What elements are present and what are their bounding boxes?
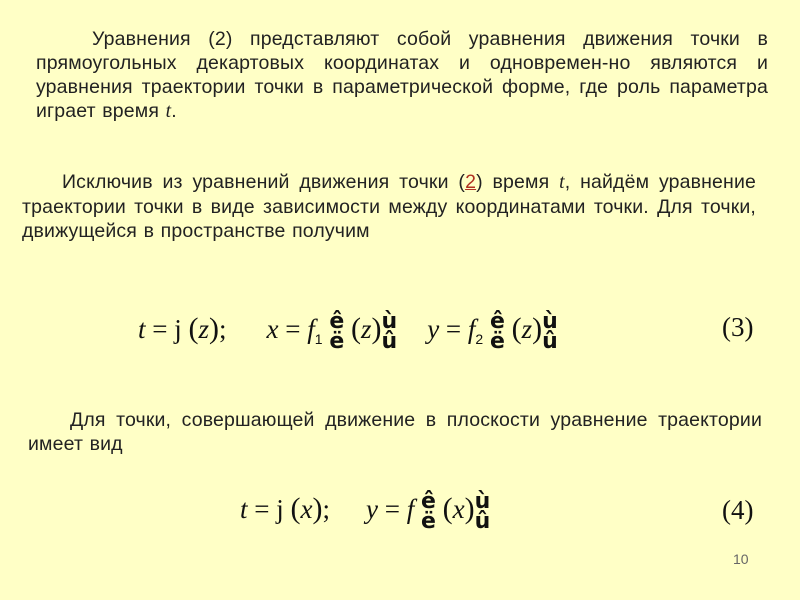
formula4-lp2: ( bbox=[442, 492, 453, 526]
var-t: t bbox=[559, 172, 565, 193]
formula3-f1: f bbox=[307, 314, 315, 345]
para2-text-mid: ) время bbox=[476, 171, 560, 193]
formula3-sub1: 1 bbox=[314, 331, 323, 348]
para1-text: Уравнения (2) представляют собой уравнения движения точки в прямоугольных декартовых координатах и одновремен-но являются и уравнения траектории точки в параметрической форме, где роль параметра играет время bbox=[36, 28, 768, 122]
formula3-semi: ; bbox=[219, 314, 227, 345]
formula3-eq1: = bbox=[145, 314, 175, 345]
formula4-rp2: ) bbox=[464, 492, 475, 526]
formula-4 bbox=[240, 489, 491, 534]
var-t: t bbox=[165, 101, 172, 122]
formula3-rp2: ) bbox=[371, 312, 382, 346]
para2-text-start: Исключив из уравнений движения точки ( bbox=[62, 171, 466, 193]
paragraph-plane-motion bbox=[28, 408, 762, 456]
formula3-bracket-close-2: ù û bbox=[542, 309, 558, 354]
formula3-x: x bbox=[266, 314, 279, 345]
formula3-eq3: = bbox=[439, 314, 468, 345]
formula3-bracket-close-1: ù û bbox=[381, 309, 398, 354]
formula4-x1: x bbox=[300, 494, 313, 525]
paragraph-eliminate-time bbox=[22, 170, 756, 243]
formula4-y: y bbox=[366, 494, 378, 525]
paragraph-trajectory-parametric bbox=[36, 27, 768, 124]
formula3-rp1: ) bbox=[209, 312, 220, 346]
page-number: 10 bbox=[733, 551, 749, 567]
formula4-semi: ; bbox=[322, 494, 331, 525]
formula3-t: t bbox=[138, 314, 146, 345]
formula3-lp1: ( bbox=[188, 312, 199, 346]
formula4-lp1: ( bbox=[290, 492, 301, 526]
formula3-f2: f bbox=[467, 314, 476, 345]
formula4-rp1: ) bbox=[312, 492, 323, 526]
formula4-f: f bbox=[406, 494, 415, 525]
equation-number-3: (3) bbox=[722, 312, 754, 342]
formula-3 bbox=[138, 309, 558, 354]
formula3-rp3: ) bbox=[532, 312, 543, 346]
formula3-bracket-open-1: ê ë bbox=[329, 309, 345, 354]
formula4-x2: x bbox=[452, 494, 465, 525]
formula3-bracket-open-2: ê ë bbox=[489, 309, 505, 354]
formula3-y: y bbox=[427, 314, 440, 345]
formula3-eq2: = bbox=[278, 314, 308, 345]
para2-text-end: , найдём уравнение траектории точки в виде зависимости между координатами точки. Для точки, движущейся в пространстве получим bbox=[22, 171, 756, 242]
formula4-bracket-close: ù û bbox=[474, 489, 491, 534]
equation-number-4: (4) bbox=[722, 495, 754, 525]
para1-end: . bbox=[171, 100, 177, 122]
formula3-z1: z bbox=[198, 314, 210, 345]
formula4-eq2: = bbox=[378, 494, 407, 525]
formula3-phi: j bbox=[174, 314, 182, 345]
formula3-sub2: 2 bbox=[475, 331, 484, 348]
para3-text: Для точки, совершающей движение в плоскости уравнение траектории имеет вид bbox=[28, 409, 762, 455]
formula4-bracket-open: ê ë bbox=[421, 489, 436, 534]
formula4-t: t bbox=[240, 494, 248, 525]
formula3-lp3: ( bbox=[511, 312, 522, 346]
formula3-z3: z bbox=[521, 314, 533, 345]
formula3-lp2: ( bbox=[351, 312, 361, 346]
equation-ref-link[interactable]: 2 bbox=[465, 171, 477, 193]
formula3-z2: z bbox=[361, 314, 372, 345]
formula4-eq1: = bbox=[247, 494, 277, 525]
formula4-phi: j bbox=[276, 494, 284, 525]
